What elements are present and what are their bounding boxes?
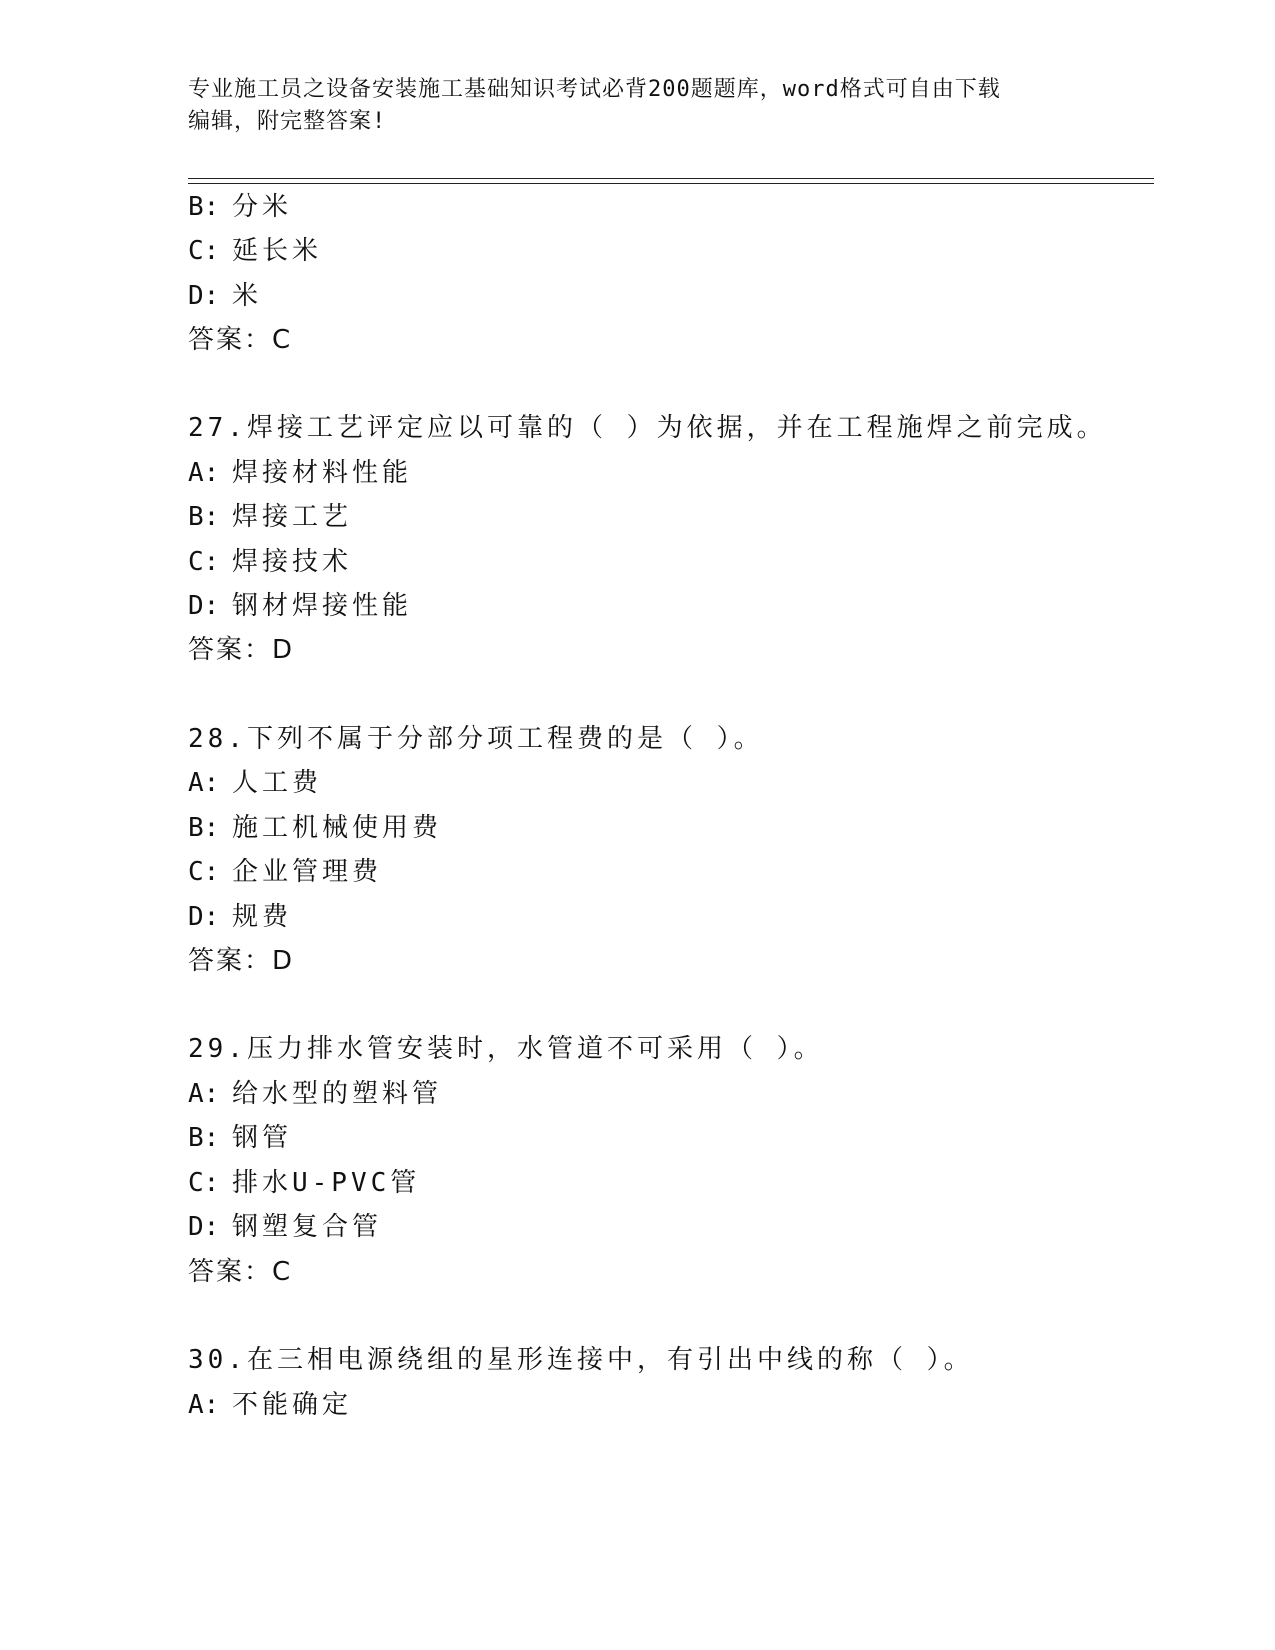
option-text: 焊接材料性能 xyxy=(232,458,413,488)
q28-option-b xyxy=(188,811,442,845)
answer-value: D xyxy=(272,635,293,665)
option-text: 分米 xyxy=(232,192,293,222)
option-text: 焊接技术 xyxy=(232,547,353,577)
q28-option-d xyxy=(188,900,292,934)
q28-answer xyxy=(188,944,292,978)
header-title-line2: 编辑，附完整答案! xyxy=(188,109,387,134)
q29-stem: 29.压力排水管安装时，水管道不可采用（ ）。 xyxy=(188,1034,824,1064)
q28-option-c xyxy=(188,855,382,889)
q26-option-d xyxy=(188,279,262,313)
option-key: D: xyxy=(188,281,220,311)
option-text: 企业管理费 xyxy=(232,857,383,887)
option-key: D: xyxy=(188,591,220,621)
q27-option-a xyxy=(188,456,412,490)
option-text: 规费 xyxy=(232,902,293,932)
answer-value: D xyxy=(272,946,293,976)
answer-value: C xyxy=(272,1257,291,1287)
answer-label: 答案： xyxy=(188,1257,273,1287)
option-text: 不能确定 xyxy=(232,1390,353,1420)
option-key: D: xyxy=(188,902,220,932)
option-text: 钢塑复合管 xyxy=(232,1212,383,1242)
q27-answer xyxy=(188,633,292,667)
q28-stem: 28.下列不属于分部分项工程费的是（ ）。 xyxy=(188,724,764,754)
q29-answer xyxy=(188,1255,290,1289)
q29-option-b xyxy=(188,1121,292,1155)
option-key: C: xyxy=(188,1168,220,1198)
option-text: 钢材焊接性能 xyxy=(232,591,413,621)
option-key: C: xyxy=(188,547,220,577)
option-key: D: xyxy=(188,1212,220,1242)
option-text: 延长米 xyxy=(232,236,323,266)
q29-option-a xyxy=(188,1077,442,1111)
answer-label: 答案： xyxy=(188,946,273,976)
q29-option-d xyxy=(188,1210,382,1244)
option-key: B: xyxy=(188,813,220,843)
option-key: A: xyxy=(188,1079,220,1109)
answer-value: C xyxy=(272,325,291,355)
option-text: 给水型的塑料管 xyxy=(232,1079,443,1109)
q27-option-d xyxy=(188,589,412,623)
option-text: 钢管 xyxy=(232,1123,293,1153)
q27-option-b xyxy=(188,500,352,534)
answer-label: 答案： xyxy=(188,325,273,355)
header-divider-bottom xyxy=(188,183,1154,184)
option-text: 人工费 xyxy=(232,768,323,798)
q27-option-c xyxy=(188,545,352,579)
answer-label: 答案： xyxy=(188,635,273,665)
header-divider-top xyxy=(188,178,1154,179)
option-key: C: xyxy=(188,236,220,266)
option-key: B: xyxy=(188,192,220,222)
option-key: B: xyxy=(188,1123,220,1153)
option-key: A: xyxy=(188,1390,220,1420)
q26-answer xyxy=(188,323,290,357)
q26-option-c xyxy=(188,234,322,268)
document-header xyxy=(188,74,1068,138)
option-key: A: xyxy=(188,458,220,488)
q29-option-c xyxy=(188,1166,420,1200)
option-text: 米 xyxy=(232,281,263,311)
q28-option-a xyxy=(188,766,322,800)
q27-stem: 27.焊接工艺评定应以可靠的（ ）为依据，并在工程施焊之前完成。 xyxy=(188,413,1107,443)
option-key: C: xyxy=(188,857,220,887)
option-key: B: xyxy=(188,502,220,532)
option-key: A: xyxy=(188,768,220,798)
q30-option-a xyxy=(188,1388,352,1422)
q30-stem: 30.在三相电源绕组的星形连接中，有引出中线的称（ ）。 xyxy=(188,1345,974,1375)
q26-option-b xyxy=(188,190,292,224)
option-text: 焊接工艺 xyxy=(232,502,353,532)
option-text: 排水U-PVC管 xyxy=(232,1168,421,1198)
header-title-line1: 专业施工员之设备安装施工基础知识考试必背200题题库，word格式可自由下载 xyxy=(188,77,1001,102)
option-text: 施工机械使用费 xyxy=(232,813,443,843)
